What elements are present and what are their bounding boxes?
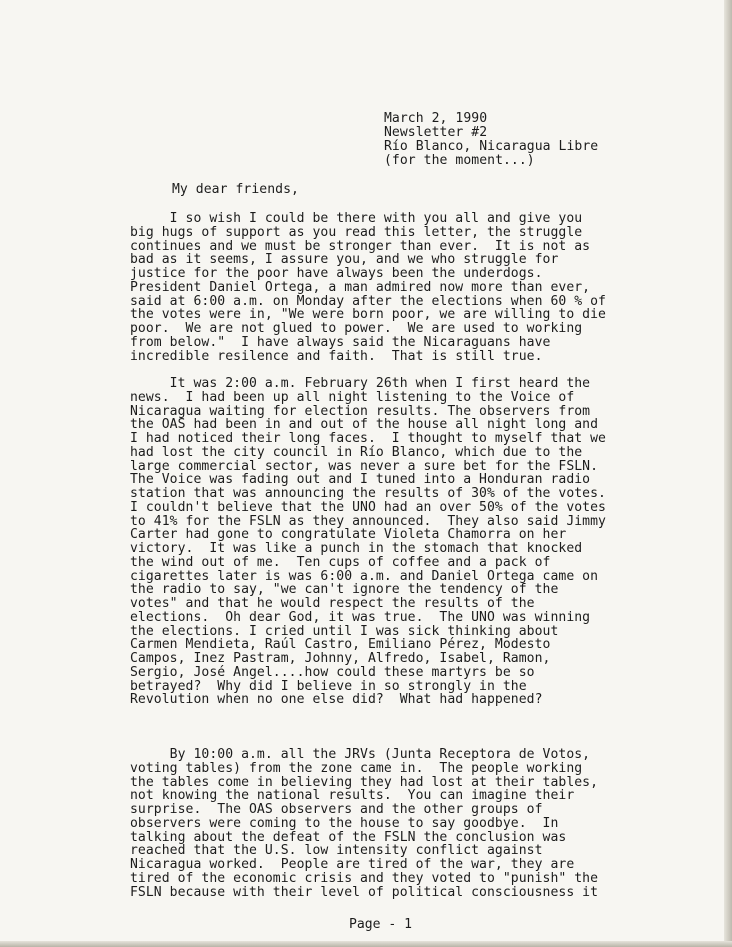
page-edge-shadow bbox=[724, 0, 732, 947]
paragraph-1-line: the votes were in, "We were born poor, we are willing to die bbox=[130, 307, 606, 323]
paragraph-3-line: By 10:00 a.m. all the JRVs (Junta Receptora de Votos, bbox=[130, 747, 591, 762]
paragraph-1-line: I so wish I could be there with you all and give you bbox=[130, 211, 583, 226]
paragraph-2-line: The Voice was fading out and I tuned into a Honduran radio bbox=[130, 472, 591, 488]
paragraph-2-line: It was 2:00 a.m. February 26th when I first heard the bbox=[130, 376, 591, 391]
paragraph-3-line: not knowing the national results. You can imagine their bbox=[130, 788, 575, 804]
page-bottom-shadow bbox=[0, 941, 732, 947]
paragraph-1-line: from below." I have always said the Nicaraguans have bbox=[130, 334, 551, 350]
paragraph-1-line: continues and we must be stronger than ever. It is not as bbox=[130, 238, 591, 254]
paragraph-2-line: votes" and that he would respect the results of the bbox=[130, 596, 535, 611]
paragraph-1-line: President Daniel Ortega, a man admired now more than ever, bbox=[130, 279, 591, 295]
paragraph-2-line: elections. Oh dear God, it was true. The UNO was winning bbox=[130, 609, 591, 625]
paragraph-3-line: talking about the defeat of the FSLN the conclusion was bbox=[130, 829, 567, 845]
paragraph-2-line: the elections. I cried until I was sick thinking about bbox=[130, 623, 559, 639]
paragraph-2-line: the wind out of me. Ten cups of coffee and a pack of bbox=[130, 554, 551, 570]
paragraph-3-line: reached that the U.S. low intensity conflict against bbox=[130, 843, 543, 859]
paragraph-2-line: the OAS had been in and out of the house all night long and bbox=[130, 417, 599, 433]
page-number: Page - 1 bbox=[349, 917, 413, 932]
paragraph-2-line: the radio to say, "we can't ignore the tendency of the bbox=[130, 582, 559, 598]
paragraph-2-line: cigarettes later is was 6:00 a.m. and Daniel Ortega came on bbox=[130, 568, 599, 584]
paragraph-2-line: Sergio, José Angel....how could these martyrs be so bbox=[130, 664, 535, 680]
paragraph-3-line: Nicaragua worked. People are tired of the war, they are bbox=[130, 857, 575, 872]
paragraph-2-line: Carmen Mendieta, Raúl Castro, Emiliano Pérez, Modesto bbox=[130, 637, 551, 653]
paragraph-2-line: news. I had been up all night listening to the Voice of bbox=[130, 389, 575, 405]
paragraph-2-line: Nicaragua waiting for election results. The observers from bbox=[130, 403, 591, 419]
paragraph-2-line: I couldn't believe that the UNO had an over 50% of the votes bbox=[130, 499, 606, 515]
paragraph-2-line: I had noticed their long faces. I thought to myself that we bbox=[130, 431, 606, 446]
paragraph-2-line: Revolution when no one else did? What had happened? bbox=[130, 692, 543, 708]
header-place: Río Blanco, Nicaragua Libre bbox=[384, 139, 599, 154]
paragraph-1-line: poor. We are not glued to power. We are used to working bbox=[130, 321, 583, 336]
paragraph-1-line: justice for the poor have always been the underdogs. bbox=[130, 266, 543, 281]
paragraph-2-line: station that was announcing the results of 30% of the votes. bbox=[130, 486, 606, 501]
paragraph-2-line: Carter had gone to congratulate Violeta Chamorra on her bbox=[130, 527, 567, 543]
paragraph-1-line: incredible resilence and faith. That is still true. bbox=[130, 348, 543, 364]
paragraph-2-line: to 41% for the FSLN as they announced. They also said Jimmy bbox=[130, 513, 606, 529]
paragraph-2-line: large commercial sector, was never a sure bet for the FSLN. bbox=[130, 458, 599, 474]
paragraph-1-line: said at 6:00 a.m. on Monday after the elections when 60 % of bbox=[130, 293, 606, 309]
header-note: (for the moment...) bbox=[384, 153, 535, 168]
header-newsletter-number: Newsletter #2 bbox=[384, 125, 488, 140]
paragraph-2-line: had lost the city council in Río Blanco, which due to the bbox=[130, 444, 583, 460]
paragraph-2-line: betrayed? Why did I believe in so strongly in the bbox=[130, 678, 527, 694]
paragraph-3-line: the tables come in believing they had lost at their tables, bbox=[130, 774, 599, 790]
salutation: My dear friends, bbox=[172, 182, 299, 197]
paragraph-3-line: observers were coming to the house to say goodbye. In bbox=[130, 815, 559, 831]
paragraph-2-line: Campos, Inez Pastram, Johnny, Alfredo, Isabel, Ramon, bbox=[130, 651, 551, 666]
paragraph-1-line: big hugs of support as you read this letter, the struggle bbox=[130, 224, 583, 240]
paragraph-1-line: bad as it seems, I assure you, and we who struggle for bbox=[130, 252, 559, 268]
paragraph-3-line: surprise. The OAS observers and the other groups of bbox=[130, 802, 543, 817]
paragraph-3-line: FSLN because with their level of political consciousness it bbox=[130, 884, 599, 900]
paragraph-2-line: victory. It was like a punch in the stomach that knocked bbox=[130, 541, 583, 556]
paragraph-3-line: voting tables) from the zone came in. The people working bbox=[130, 760, 583, 776]
paragraph-3-line: tired of the economic crisis and they voted to "punish" the bbox=[130, 870, 599, 886]
header-date: March 2, 1990 bbox=[384, 111, 488, 126]
